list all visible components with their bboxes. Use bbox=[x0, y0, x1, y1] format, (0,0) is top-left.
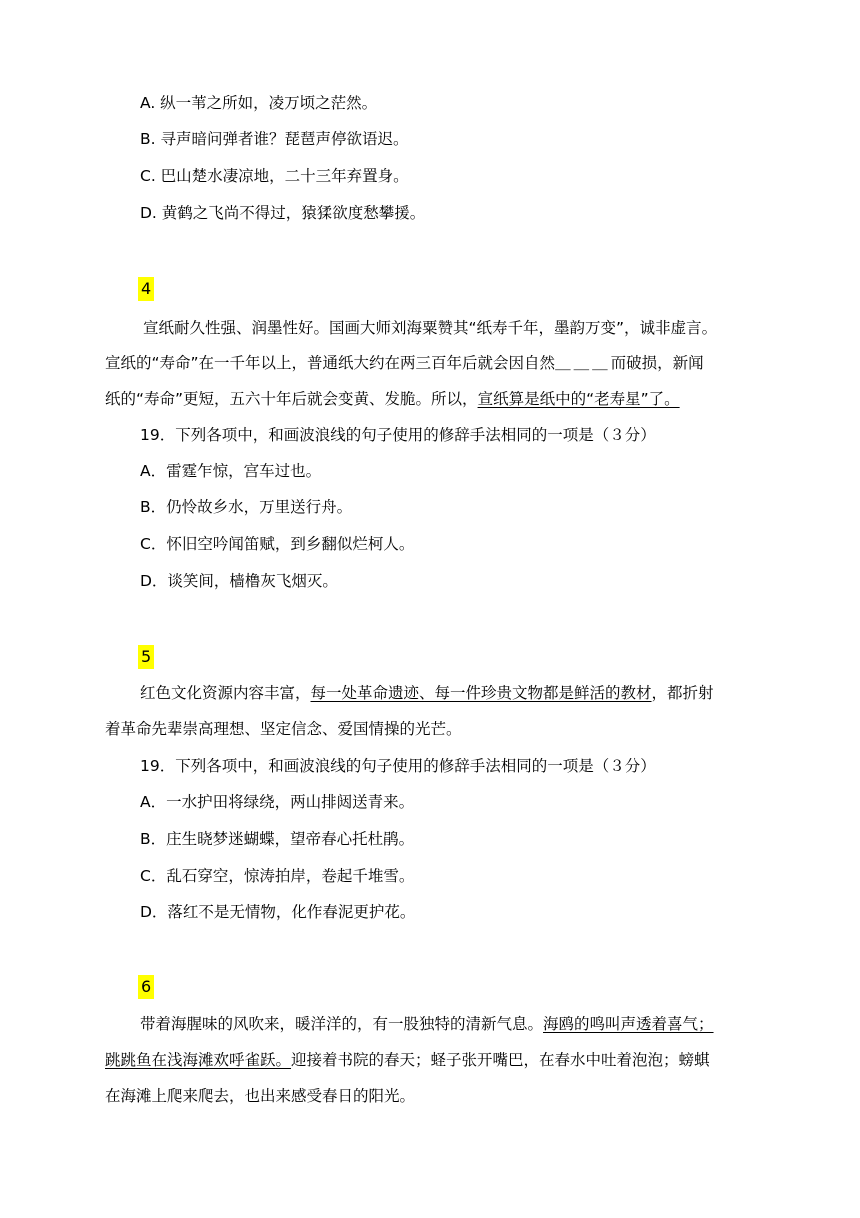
option-c: C．乱石穿空，惊涛拍岸，卷起千堆雪。 bbox=[140, 867, 415, 885]
question-stem: 19．下列各项中，和画波浪线的句子使用的修辞手法相同的一项是（３分） bbox=[140, 426, 656, 444]
option-d: D．谈笑间，樯橹灰飞烟灭。 bbox=[140, 572, 338, 590]
passage-text: 宣纸的“寿命”在一千年以上，普通纸大约在两三百年后就会因自然 bbox=[105, 354, 556, 372]
question-number-tag: 4 bbox=[138, 277, 154, 301]
option-c: C. 巴山楚水凄凉地，二十三年弃置身。 bbox=[140, 167, 409, 185]
wavy-underlined-sentence: 每一处革命遗迹、每一件珍贵文物都是鲜活的教材 bbox=[310, 684, 652, 702]
passage-text: 而破损，新闻 bbox=[610, 354, 704, 372]
option-a: A. 纵一苇之所如，凌万顷之茫然。 bbox=[140, 94, 378, 112]
option-d: D. 黄鹤之飞尚不得过，猿猱欲度愁攀援。 bbox=[140, 204, 426, 222]
fill-blank: ＿＿＿ bbox=[555, 354, 611, 372]
wavy-underlined-sentence: 宣纸算是纸中的“老寿星”了。 bbox=[477, 390, 680, 408]
option-d: D．落红不是无情物，化作春泥更护花。 bbox=[140, 903, 416, 921]
passage-text: 纸的“寿命”更短，五六十年后就会变黄、发脆。所以， bbox=[105, 390, 478, 408]
question-number-tag: 5 bbox=[138, 645, 154, 669]
passage-line bbox=[105, 388, 680, 410]
passage-line bbox=[140, 682, 714, 704]
wavy-underlined-sentence: 海鸥的鸣叫声透着喜气； bbox=[543, 1015, 714, 1033]
passage-line bbox=[140, 1013, 714, 1035]
passage-line: 宣纸耐久性强、润墨性好。国画大师刘海粟赞其“纸寿千年，墨韵万变”，诚非虚言。 bbox=[143, 319, 718, 337]
passage-line bbox=[105, 352, 704, 374]
question-number-tag: 6 bbox=[138, 975, 154, 999]
option-a: A．雷霆乍惊，宫车过也。 bbox=[140, 462, 322, 480]
option-b: B．仍怜故乡水，万里送行舟。 bbox=[140, 498, 353, 516]
passage-text: 迎接着书院的春天；蛏子张开嘴巴，在春水中吐着泡泡；螃蜞 bbox=[291, 1051, 710, 1069]
passage-text: 带着海腥味的风吹来，暖洋洋的，有一股独特的清新气息。 bbox=[140, 1015, 544, 1033]
option-a: A．一水护田将绿绕，两山排闼送青来。 bbox=[140, 793, 415, 811]
passage-text: ，都折射 bbox=[651, 684, 714, 702]
question-stem: 19．下列各项中，和画波浪线的句子使用的修辞手法相同的一项是（３分） bbox=[140, 757, 656, 775]
option-b: B．庄生晓梦迷蝴蝶，望帝春心托杜鹃。 bbox=[140, 830, 415, 848]
passage-line: 着革命先辈崇高理想、坚定信念、爱国情操的光芒。 bbox=[105, 720, 462, 738]
wavy-underlined-sentence: 跳跳鱼在浅海滩欢呼雀跃。 bbox=[105, 1051, 292, 1069]
option-c: C．怀旧空吟闻笛赋，到乡翻似烂柯人。 bbox=[140, 535, 415, 553]
passage-line: 在海滩上爬来爬去，也出来感受春日的阳光。 bbox=[105, 1087, 416, 1105]
passage-text: 红色文化资源内容丰富， bbox=[140, 684, 311, 702]
option-b: B. 寻声暗问弹者谁？琵琶声停欲语迟。 bbox=[140, 130, 409, 148]
passage-line bbox=[105, 1049, 710, 1071]
